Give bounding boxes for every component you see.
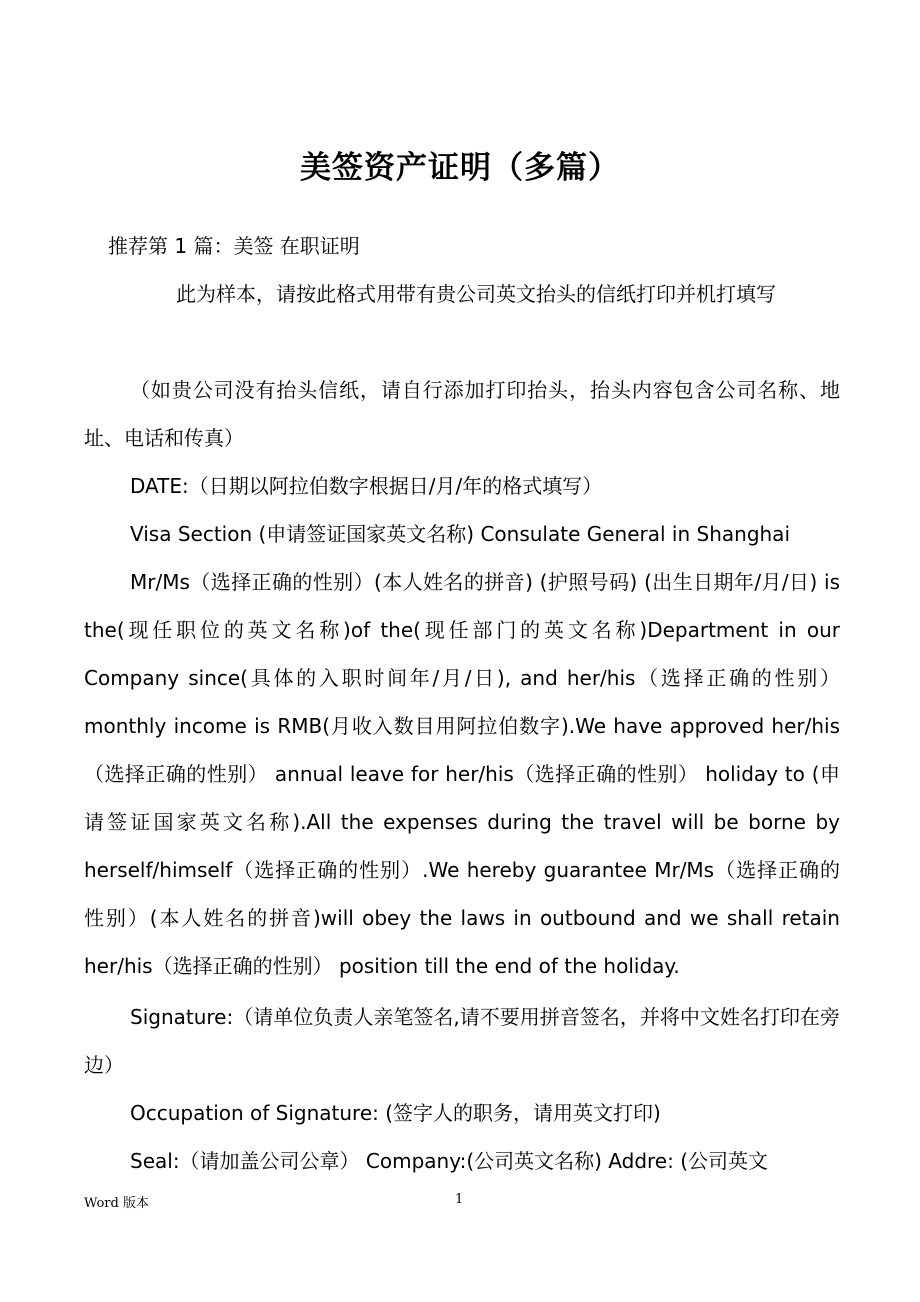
page-number: 1 [455, 1192, 464, 1207]
paragraph-recommendation: 推荐第 1 篇：美签 在职证明 [108, 234, 360, 258]
paragraph-body: Mr/Ms（选择正确的性别）(本人姓名的拼音) (护照号码) (出生日期年/月/日) is the(现任职位的英文名称)of the(现任部门的英文名称)Department in our Company since(具体的入职时间年/月/日), and her/his（选择正确的性别）monthly income is RMB(月收入数目用阿拉伯数字).We have approved her/his（选择正确的性别） annual leave for her/his（选择正确的性别） holiday to (申请签证国家英文名称).All the expenses during the travel will be borne by herself/himself（选择正确的性别）.We hereby guarantee Mr/Ms（选择正确的性别）(本人姓名的拼音)will obey the laws in outbound and we shall retain her/his（选择正确的性别） position till the end of the holiday. [84, 570, 840, 978]
paragraph-seal: Seal:（请加盖公司公章） Company:(公司英文名称) Addre: (公司英文 [130, 1149, 769, 1173]
paragraph-occupation: Occupation of Signature: (签字人的职务，请用英文打印) [130, 1101, 661, 1125]
paragraph-letterhead-note: （如贵公司没有抬头信纸，请自行添加打印抬头，抬头内容包含公司名称、地址、电话和传真） [84, 378, 840, 450]
footer-label: Word 版本 [84, 1196, 149, 1211]
page-title: 美签资产证明（多篇） [300, 150, 620, 186]
paragraph-sample-note: 此为样本，请按此格式用带有贵公司英文抬头的信纸打印并机打填写 [176, 282, 776, 306]
paragraph-date: DATE:（日期以阿拉伯数字根据日/月/年的格式填写） [130, 474, 603, 498]
paragraph-visa-section: Visa Section (申请签证国家英文名称) Consulate General in Shanghai [130, 522, 790, 546]
paragraph-signature: Signature:（请单位负责人亲笔签名,请不要用拼音签名，并将中文姓名打印在旁边） [84, 1005, 840, 1077]
